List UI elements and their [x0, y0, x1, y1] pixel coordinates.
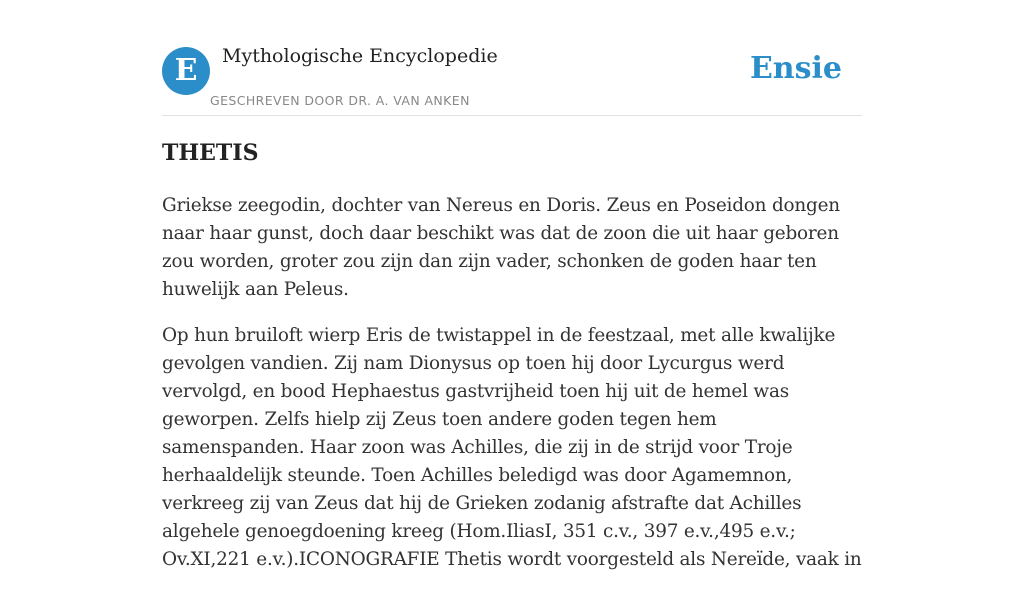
- paragraph: Griekse zeegodin, dochter van Nereus en Doris. Zeus en Poseidon dongen naar haar gunst, doch daar beschikt was dat de zoon die uit haar geboren zou worden, groter zou zijn dan zijn vader, schonken de goden haar ten huwelijk aan Peleus.: [162, 195, 840, 300]
- paragraph: Op hun bruiloft wierp Eris de twistappel in de feestzaal, met alle kwalijke gevolgen vandien. Zij nam Dionysus op toen hij door Lycurgus werd vervolgd, en bood Hephaestus gastvrijheid toen hij uit de hemel was geworpen. Zelfs hielp zij Zeus toen andere goden tegen hem samenspanden. Haar zoon was Achilles, die zij in de strijd voor Troje herhaaldelijk steunde. Toen Achilles beledigd was door Agamemnon, verkreeg zij van Zeus dat hij de Grieken zodanig afstrafte dat Achilles algehele genoegdoening kreeg (Hom.IliasI, 351 c.v., 397 e.v.,495 e.v.; Ov.XI,221 e.v.).ICONOGRAFIE Thetis wordt voorgesteld als Nereïde, vaak in: [162, 325, 862, 570]
- entry-title: THETIS: [162, 140, 259, 166]
- author-byline[interactable]: GESCHREVEN DOOR DR. A. VAN ANKEN: [210, 93, 470, 108]
- book-title[interactable]: Mythologische Encyclopedie: [222, 45, 498, 67]
- entry-body: [162, 192, 862, 592]
- brand-logo[interactable]: Ensie: [749, 51, 842, 86]
- article-container: [162, 0, 862, 570]
- header: [162, 0, 862, 116]
- encyclopedia-logo-icon[interactable]: E: [162, 47, 210, 95]
